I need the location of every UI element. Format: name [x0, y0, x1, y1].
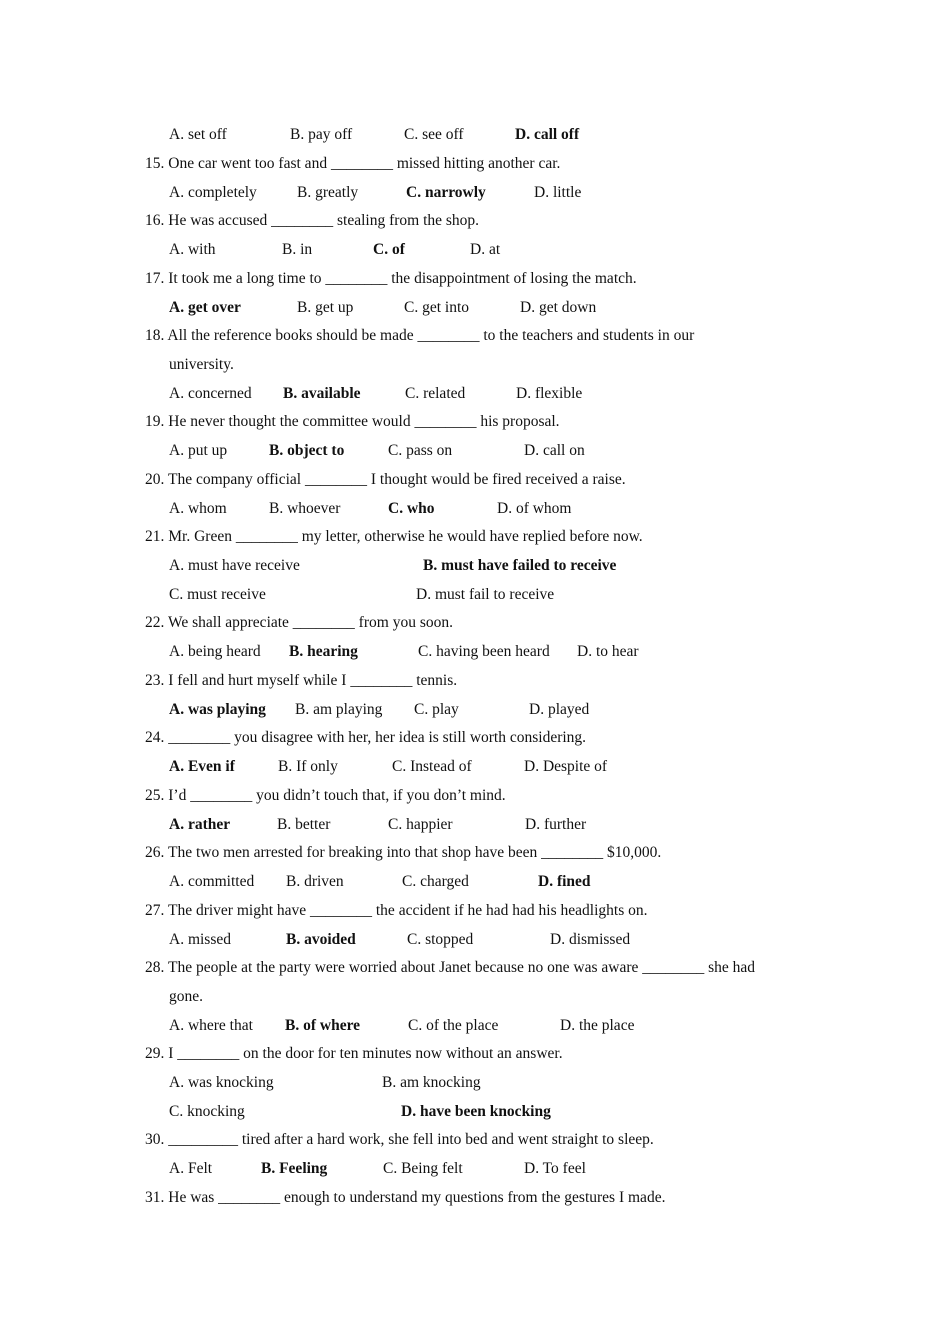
question-24: 24. ________ you disagree with her, her idea is still worth considering. — [145, 729, 587, 746]
option-18-b: B. available — [283, 385, 361, 402]
option-14-d: D. call off — [515, 126, 580, 143]
option-27-a: A. missed — [169, 931, 231, 948]
option-16-a: A. with — [169, 241, 216, 258]
option-16-d: D. at — [470, 241, 501, 258]
option-22-a: A. being heard — [169, 643, 261, 660]
option-19-b: B. object to — [269, 442, 345, 459]
option-30-a: A. Felt — [169, 1160, 213, 1177]
option-16-c: C. of — [373, 241, 405, 258]
question-28-continued: gone. — [169, 988, 204, 1005]
option-14-a: A. set off — [169, 126, 227, 143]
option-26-c: C. charged — [402, 873, 469, 890]
option-23-a: A. was playing — [169, 701, 266, 718]
option-30-c: C. Being felt — [383, 1160, 463, 1177]
option-19-d: D. call on — [524, 442, 585, 459]
option-26-d: D. fined — [538, 873, 591, 890]
option-21-a: A. must have receive — [169, 557, 300, 574]
option-27-b: B. avoided — [286, 931, 356, 948]
question-16: 16. He was accused ________ stealing from the shop. — [145, 212, 480, 229]
option-19-c: C. pass on — [388, 442, 453, 459]
option-29-a: A. was knocking — [169, 1074, 274, 1091]
question-18-continued: university. — [169, 356, 234, 373]
option-28-d: D. the place — [560, 1017, 635, 1034]
option-22-b: B. hearing — [289, 643, 358, 660]
option-15-b: B. greatly — [297, 184, 359, 201]
option-29-c: C. knocking — [169, 1103, 245, 1120]
question-30: 30. _________ tired after a hard work, she fell into bed and went straight to sleep. — [145, 1131, 654, 1148]
option-21-b: B. must have failed to receive — [423, 557, 617, 574]
option-17-c: C. get into — [404, 299, 470, 316]
option-27-c: C. stopped — [407, 931, 474, 948]
option-17-b: B. get up — [297, 299, 354, 316]
option-15-d: D. little — [534, 184, 582, 201]
option-19-a: A. put up — [169, 442, 228, 459]
option-28-c: C. of the place — [408, 1017, 499, 1034]
option-16-b: B. in — [282, 241, 313, 258]
option-28-b: B. of where — [285, 1017, 361, 1034]
option-18-a: A. concerned — [169, 385, 252, 402]
option-20-b: B. whoever — [269, 500, 341, 517]
option-15-c: C. narrowly — [406, 184, 486, 201]
question-15: 15. One car went too fast and ________ missed hitting another car. — [145, 155, 561, 172]
option-23-b: B. am playing — [295, 701, 383, 718]
option-20-d: D. of whom — [497, 500, 572, 517]
option-25-b: B. better — [277, 816, 331, 833]
option-25-a: A. rather — [169, 816, 231, 833]
option-15-a: A. completely — [169, 184, 257, 201]
option-23-d: D. played — [529, 701, 590, 718]
option-30-d: D. To feel — [524, 1160, 586, 1177]
option-25-c: C. happier — [388, 816, 453, 833]
option-24-d: D. Despite of — [524, 758, 608, 775]
question-25: 25. I’d ________ you didn’t touch that, if you don’t mind. — [145, 787, 506, 804]
question-29: 29. I ________ on the door for ten minutes now without an answer. — [145, 1045, 563, 1062]
option-25-d: D. further — [525, 816, 587, 833]
option-27-d: D. dismissed — [550, 931, 631, 948]
question-19: 19. He never thought the committee would ________ his proposal. — [145, 413, 560, 430]
option-21-d: D. must fail to receive — [416, 586, 555, 603]
question-27: 27. The driver might have ________ the accident if he had had his headlights on. — [145, 902, 648, 919]
option-21-c: C. must receive — [169, 586, 266, 603]
question-28: 28. The people at the party were worried about Janet because no one was aware ________ she had — [145, 959, 756, 976]
option-29-d: D. have been knocking — [401, 1103, 551, 1120]
option-28-a: A. where that — [169, 1017, 253, 1034]
option-24-c: C. Instead of — [392, 758, 472, 775]
option-26-b: B. driven — [286, 873, 344, 890]
option-29-b: B. am knocking — [382, 1074, 481, 1091]
question-26: 26. The two men arrested for breaking into that shop have been ________ $10,000. — [145, 844, 662, 861]
option-24-b: B. If only — [278, 758, 338, 775]
option-20-c: C. who — [388, 500, 435, 517]
option-17-d: D. get down — [520, 299, 597, 316]
question-21: 21. Mr. Green ________ my letter, otherwise he would have replied before now. — [145, 528, 643, 545]
option-20-a: A. whom — [169, 500, 227, 517]
option-14-c: C. see off — [404, 126, 464, 143]
option-24-a: A. Even if — [169, 758, 235, 775]
option-22-d: D. to hear — [577, 643, 639, 660]
option-14-b: B. pay off — [290, 126, 353, 143]
question-20: 20. The company official ________ I thought would be fired received a raise. — [145, 471, 626, 488]
option-18-d: D. flexible — [516, 385, 583, 402]
option-17-a: A. get over — [169, 299, 241, 316]
option-26-a: A. committed — [169, 873, 255, 890]
question-18: 18. All the reference books should be made ________ to the teachers and students in our — [145, 327, 695, 344]
question-22: 22. We shall appreciate ________ from you soon. — [145, 614, 453, 631]
option-18-c: C. related — [405, 385, 466, 402]
question-23: 23. I fell and hurt myself while I ________ tennis. — [145, 672, 458, 689]
question-17: 17. It took me a long time to ________ the disappointment of losing the match. — [145, 270, 637, 287]
option-23-c: C. play — [414, 701, 459, 718]
option-30-b: B. Feeling — [261, 1160, 328, 1177]
option-22-c: C. having been heard — [418, 643, 550, 660]
question-31: 31. He was ________ enough to understand my questions from the gestures I made. — [145, 1189, 666, 1206]
